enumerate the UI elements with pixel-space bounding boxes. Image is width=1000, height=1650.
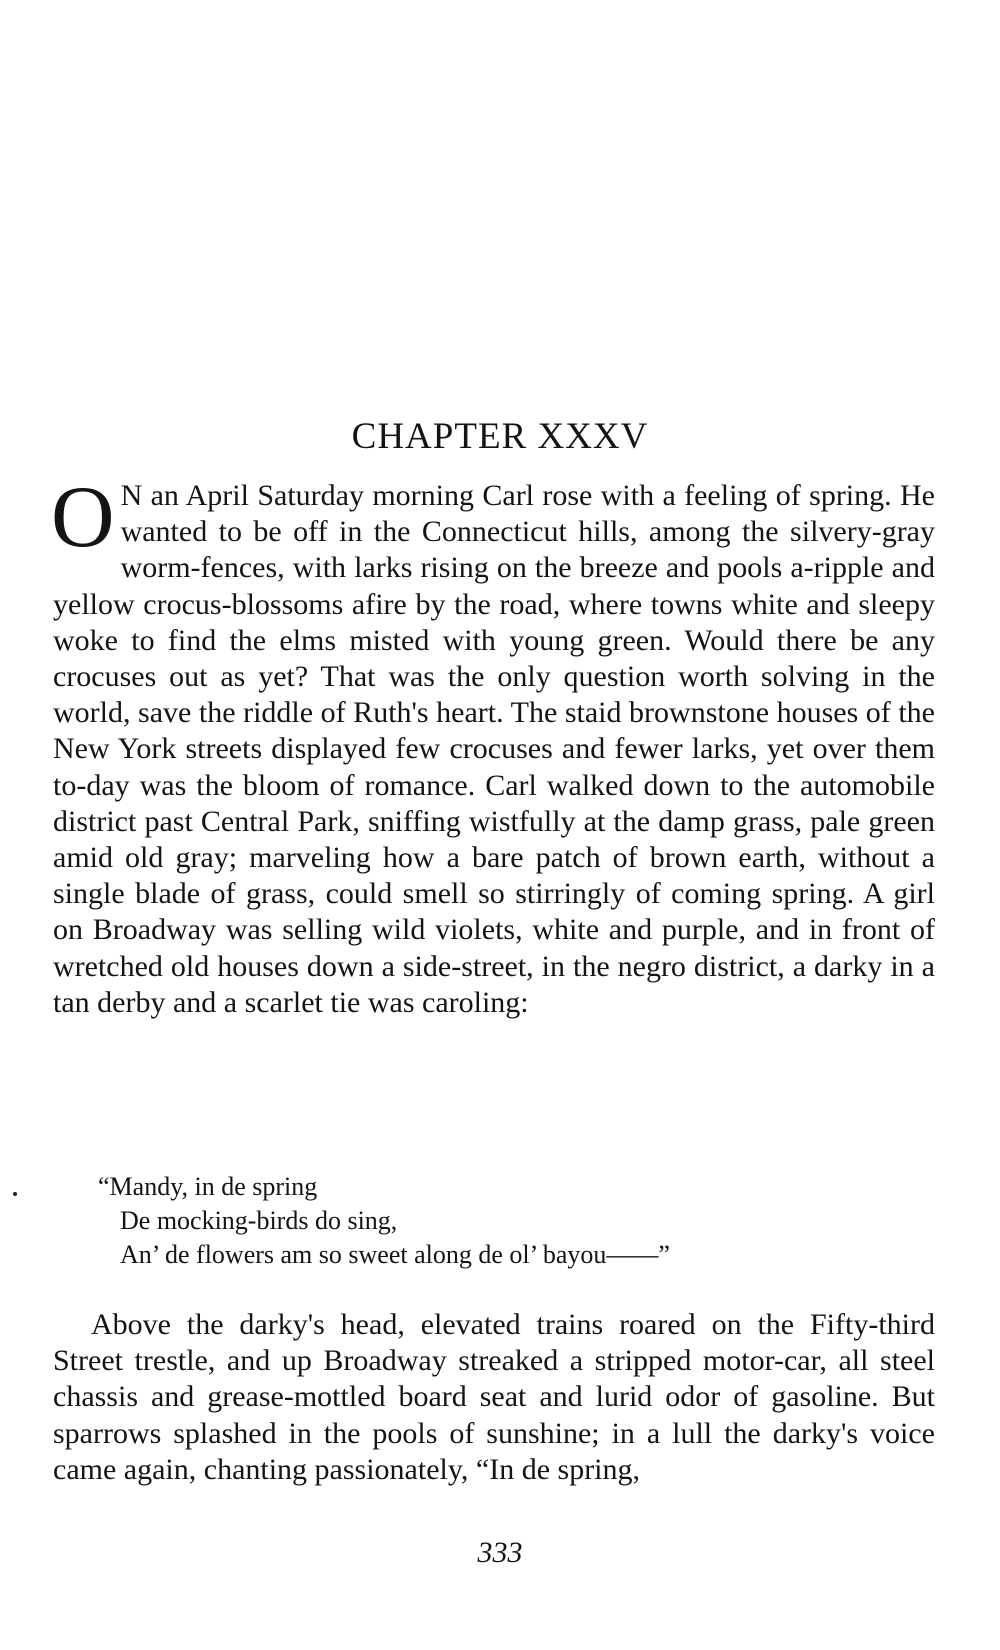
paragraph-2: Above the darky's head, elevated trains roared on the Fifty-third Street trestle, and up Broadway streaked a stripped motor-car, all steel chassis and grease-mottled board seat and lurid odor of gasoline. But sparrows splashed in the pools of sunshine; in a lull the darky's voice came again, chanting passionately, “In de spring,: [53, 1308, 935, 1486]
paragraph-1-text: N an April Saturday morning Carl rose with a feeling of spring. He wanted to be off in the Connecticut hills, among the silvery-gray worm-fences, with larks rising on the breeze and pools a-ripple and yellow crocus-blossoms afire by the road, where towns white and sleepy woke to find the elms misted with young green. Would there be any crocuses out as yet? That was the only question worth solving in the world, save the riddle of Ruth's heart. The staid brownstone houses of the New York streets displayed few crocuses and fewer larks, yet over them to-day was the bloom of romance. Carl walked down to the automobile district past Central Park, sniffing wistfully at the damp grass, pale green amid old gray; marveling how a bare patch of brown earth, without a single blade of grass, could smell so stirringly of coming spring. A girl on Broadway was selling wild violets, white and purple, and in front of wretched old houses down a side-street, in the negro district, a darky in a tan derby and a scarlet tie was caroling:: [53, 479, 935, 1019]
verse-line-3: An’ de flowers am so sweet along de ol’ bayou——”: [120, 1240, 670, 1269]
page-number: 333: [477, 1536, 523, 1569]
verse-line-1: “Mandy, in de spring: [98, 1172, 318, 1201]
song-verse: [98, 1170, 918, 1272]
margin-speck: [13, 1192, 17, 1196]
paragraph-1: [51, 469, 935, 1021]
verse-line-2: De mocking-birds do sing,: [120, 1206, 398, 1235]
drop-cap: O: [51, 469, 115, 566]
chapter-title: CHAPTER XXXV: [351, 416, 649, 457]
